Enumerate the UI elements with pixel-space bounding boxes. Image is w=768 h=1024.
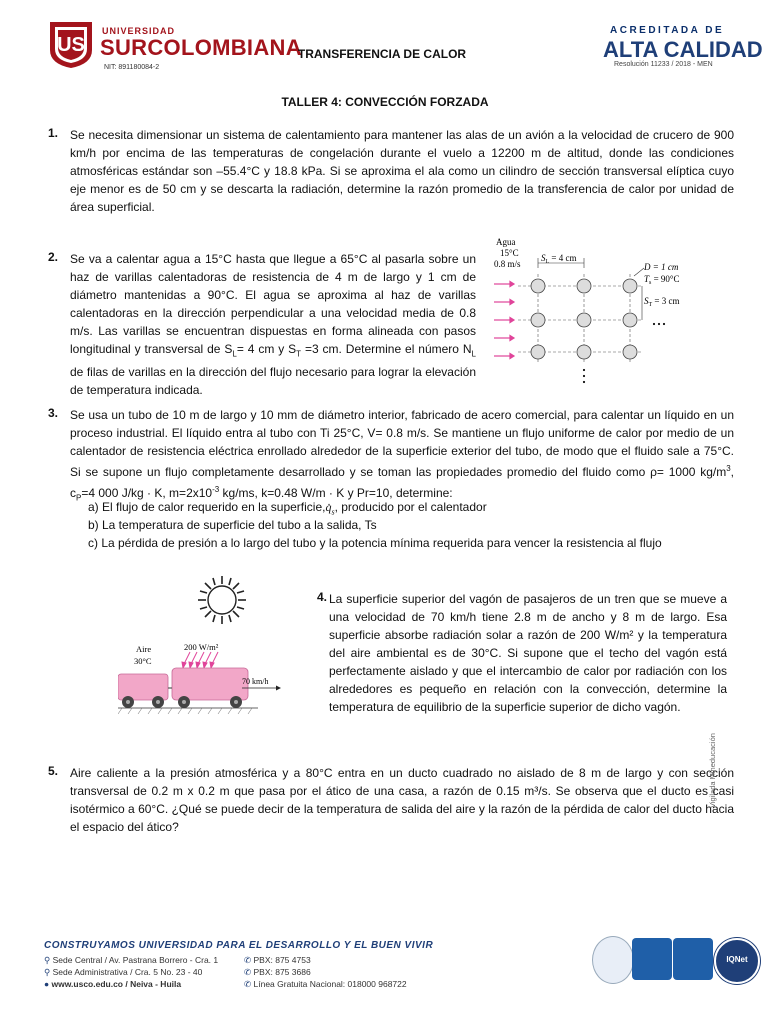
fig2-agua-label: Agua (496, 237, 516, 247)
train-car-figure (118, 574, 290, 730)
phone-icon: ✆ (244, 967, 252, 977)
problem-2-number: 2. (48, 250, 59, 264)
problem-5-text: Aire caliente a la presión atmosférica y a 80°C entra en un ducto cuadrado no aislado de 8 m de largo y con sección transversal de 0.2 m x 0.2 m que pasa por el ático de una casa, a razón de 0.15 m³/s. Se observa que el ducto es casi isotérmico a 60°C. ¿Qué se puede decir de la temperatura de salida del aire y la razón de la pérdida de calor del ducto hacia el espacio del ático? (70, 766, 734, 834)
location-pin-icon: ⚲ (44, 967, 51, 977)
flow-arrows (494, 282, 514, 359)
globe-icon: ● (44, 979, 50, 989)
university-label-small: UNIVERSIDAD (102, 26, 176, 36)
problem-5-number: 5. (48, 764, 59, 778)
problem-3-part-a: a) El flujo de calor requerido en la $superficie,q̇_s$, producido por el calentador (88, 500, 487, 517)
accreditation-title: ALTA CALIDAD (603, 37, 763, 62)
train-front-car (118, 674, 168, 700)
vigilada-stamp: Vigilada Mineducación (708, 733, 717, 808)
problem-2-text: Se va a calentar agua a 15°C hasta que llegue a 65°C al pasarla sobre un haz de varillas calentadoras de resistencia de 4 m de largo y 1 cm de diámetro mantenidas a 90°C. El agua se aproxima al haz de varillas calentadoras en la dirección perpendicular a una velocidad media de 0.8 m/s. Las varillas se encuentran dispuestas en forma alineada con pasos longitudinal y transversal de $S_L= 4$ cm y $S_T =3$ cm. Determine el número $N_L$ de filas de varillas en la dirección del flujo necesario para lograr la elevación de temperatura indicada. (70, 252, 476, 398)
fig2-velocity-label: 0.8 m/s (494, 259, 521, 269)
fig4-air-temp-label: 30°C (134, 656, 152, 666)
train-passenger-car (172, 668, 248, 700)
accreditation-resolution: Resolución 11233 / 2018 - MEN (614, 61, 713, 68)
footer-toll-free: ✆ Línea Gratuita Nacional: 018000 968722 (244, 979, 407, 989)
problem-4-text: La superficie superior del vagón de pasajeros de un tren que se mueve a una velocidad de 70 km/h tiene 2.8 m de ancho y 8 m de largo. Esa superficie absorbe radiación solar a razón de 200 W/m² y la temperatura del aire ambiental es de 30°C. Si supone que el techo del vagón está perfectamente aislado y que el intercambio de calor por radiación con los alrededores es pequeño en relación con la convección, determine la temperatura de equilibrio de la superficie superior de dicho vagón. (329, 592, 727, 714)
logo-letters: US (57, 34, 85, 56)
footer-phone-admin: ✆ PBX: 875 3686 (244, 967, 311, 977)
fig2-st-label: $S_T = 3$ cm (644, 296, 680, 308)
phone-icon: ✆ (244, 955, 252, 965)
tube-bank-figure (488, 234, 688, 390)
sun-icon (198, 576, 246, 624)
problem-3-part-b: b) La temperatura de superficie del tubo a la salida, Ts (88, 518, 377, 532)
fig4-air-label: Aire (136, 644, 152, 654)
location-pin-icon: ⚲ (44, 955, 51, 965)
problem-3-number: 3. (48, 406, 59, 420)
problem-1-number: 1. (48, 126, 59, 140)
university-shield-logo (48, 20, 94, 70)
fig2-ts-label: $T_s = 90^\circ C$ (644, 274, 680, 286)
fig2-diameter-label: D = 1 cm (644, 262, 679, 272)
iqnet-seal-icon (714, 938, 760, 984)
university-name: SURCOLOMBIANA (100, 35, 302, 60)
accreditation-label: ACREDITADA DE (610, 25, 725, 36)
footer-address-central: ⚲ Sede Central / Av. Pastrana Borrero - Cra. 1 (44, 955, 219, 965)
problem-3-part-c: c) La pérdida de presión a lo largo del tubo y la potencia mínima requerida para vencer la resistencia al flujo (88, 536, 662, 550)
colombia-seal-icon (592, 936, 634, 984)
iso-seal-icon (673, 938, 713, 980)
problem-1-text: Se necesita dimensionar un sistema de calentamiento para mantener las alas de un avión a la velocidad de crucero de 900 km/h por encima de las temperaturas de congelación durante el vuelo a 12200 m de altitud, donde las condiciones atmosféricas estándar son –55.4°C y 18.8 kPa. Si se aproxima el ala como un cilindro de sección transversal elíptica cuyo eje menor es de 50 cm y se descarta la radiación, determine la razón promedio de la transferencia de calor por unidad de área superficial. (70, 128, 734, 214)
heater-rods (531, 279, 637, 359)
phone-icon: ✆ (244, 979, 252, 989)
icontec-seal-icon (632, 938, 672, 980)
footer-slogan: CONSTRUYAMOS UNIVERSIDAD PARA EL DESARROLLO Y EL BUEN VIVIR (44, 940, 434, 951)
workshop-title: TALLER 4: CONVECCIÓN FORZADA (281, 95, 489, 109)
nit-number: NIT: 891180084-2 (104, 64, 160, 71)
problem-3-text: Se usa un tubo de 10 m de largo y 10 mm de diámetro interior, fabricado de acero comercial, para calentar un líquido en un proceso industrial. El líquido entra al tubo con Ti 25°C, V= 0.8 m/s. Se mantiene un flujo uniforme de calor por medio de un calentador de resistencia eléctrica enrollado alrededor de la superficie exterior del tubo, de modo que el fluido sale a 75°C. Si se supone un flujo completamente desarrollado y se toman las propiedades promedio del fluido como ρ= 1000 $kg/m^3$, $c_P=4$ 000 J/kg · K, $m=2x10^{-3}$ kg/ms, k=0.48 W/m · K y Pr=10, determine: (70, 408, 734, 503)
fig4-speed-label: 70 km/h (242, 677, 269, 686)
fig2-sl-label: $S_L = 4$ cm (541, 253, 577, 265)
problem-4-number: 4. (317, 590, 328, 604)
radiation-arrows (182, 652, 218, 668)
fig4-radiation-label: 200 W/m² (184, 642, 219, 652)
footer-website[interactable]: ● www.usco.edu.co / Neiva - Huila (44, 979, 182, 989)
course-title: TRANSFERENCIA DE CALOR (297, 47, 467, 61)
iqnet-label: IQNet (726, 955, 748, 964)
fig2-temp-label: 15°C (500, 248, 519, 258)
footer-phone-central: ✆ PBX: 875 4753 (244, 955, 311, 965)
footer-address-admin: ⚲ Sede Administrativa / Cra. 5 No. 23 - 40 (44, 967, 203, 977)
